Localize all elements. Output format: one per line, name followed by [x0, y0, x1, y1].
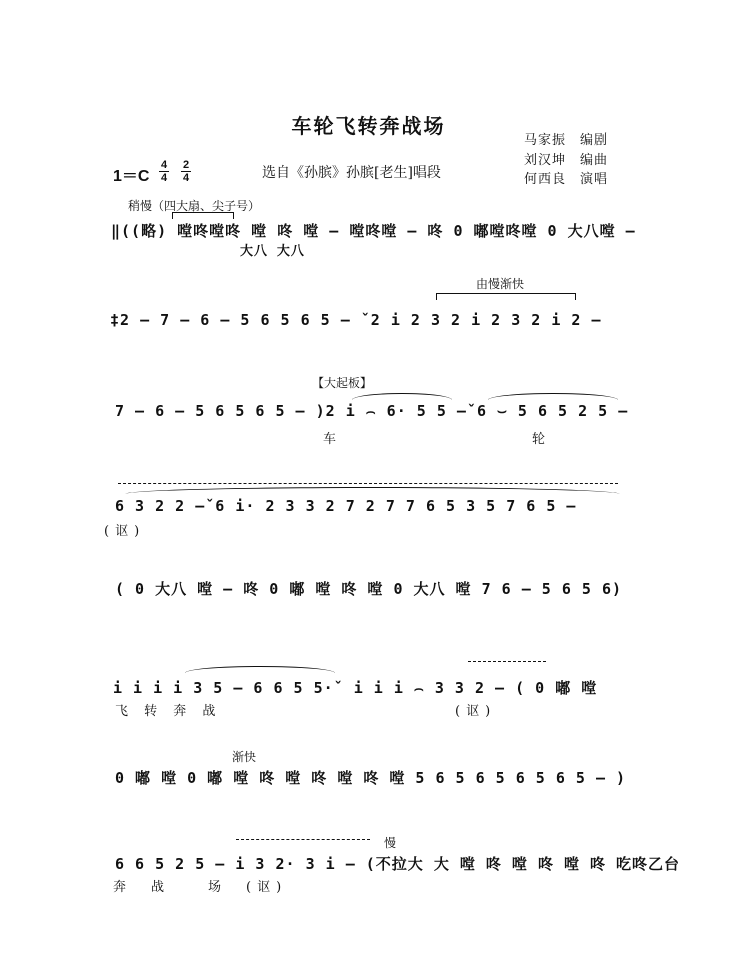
dashed-extension	[468, 661, 546, 662]
page-title: 车轮飞转奔战场	[291, 114, 446, 138]
time-signature-4-4: 4 4	[160, 159, 168, 184]
tempo-accel: 由慢渐快	[476, 277, 525, 291]
lyric-line-3: 车 轮	[323, 432, 552, 447]
credit-composer: 刘汉坤 编曲	[524, 153, 609, 168]
slur	[125, 487, 620, 494]
tempo-man: 慢	[384, 836, 397, 850]
tempo-jian-kuai: 渐快	[232, 750, 257, 764]
score-line-8: 6 6 5 2 5 – i 3 2· 3 i – (不拉大 大 嘡 咚 嘡 咚 嘡 咚 吃咚乙台	[115, 855, 681, 873]
lyric-line-6a: 飞 转 奔 战	[115, 704, 222, 719]
time-signature-2-4: 2 4	[182, 159, 190, 184]
dashed-extension	[236, 839, 370, 840]
score-line-4: 6 3 2 2 –ˇ6 i· 2 3 3 2 7 2 7 7 6 5 3 5 7 6 5 –	[115, 497, 577, 515]
score-line-5: ( 0 大八 嘡 – 咚 0 嘟 嘡 咚 嘡 0 大八 嘡 7 6 – 5 6 5 6)	[115, 580, 623, 598]
dashed-extension	[118, 483, 618, 484]
slur	[488, 393, 618, 400]
score-line-3: 7 – 6 – 5 6 5 6 5 – )2 i ⌢ 6· 5 5 –ˇ6 ⌣ 5 6 5 2 5 –	[115, 402, 629, 420]
score-line-7: 0 嘟 嘡 0 嘟 嘡 咚 嘡 咚 嘡 咚 嘡 5 6 5 6 5 6 5 6 5 – )	[115, 769, 627, 787]
bracket	[172, 212, 234, 219]
score-line-6: i i i i 3 5 – 6 6 5 5·ˇ i i i ⌢ 3 3 2 – ( 0 嘟 嘡	[113, 679, 598, 697]
slur	[352, 393, 452, 400]
tempo-intro: 稍慢（四大扇、尖子号）	[128, 199, 261, 213]
credit-writer: 马家振 编剧	[524, 133, 609, 148]
score-line-2: ‡2 – 7 – 6 – 5 6 5 6 5 – ˇ2 i 2 3 2 i 2 3 2 i 2 –	[110, 311, 602, 329]
lyric-line-8: 奔 战 场 (讴)	[113, 880, 288, 895]
accel-bracket	[436, 293, 576, 300]
key-signature: 1＝C	[113, 168, 150, 185]
score-line-1: ‖((略) 嘡咚嘡咚 嘡 咚 嘡 – 嘡咚嘡 – 咚 0 嘟嘡咚嘡 0 大八嘡 –	[111, 222, 636, 240]
lyric-line-4: (讴)	[104, 524, 146, 539]
tempo-da-qi-ban: 【大起板】	[312, 376, 373, 390]
credit-singer: 何西良 演唱	[524, 172, 609, 187]
lyric-line-6b: (讴)	[455, 704, 497, 719]
source-note: 选自《孙膑》孙膑[老生]唱段	[262, 165, 441, 181]
score-line-1-sub: 大八 大八	[240, 244, 305, 259]
slur	[185, 666, 335, 673]
